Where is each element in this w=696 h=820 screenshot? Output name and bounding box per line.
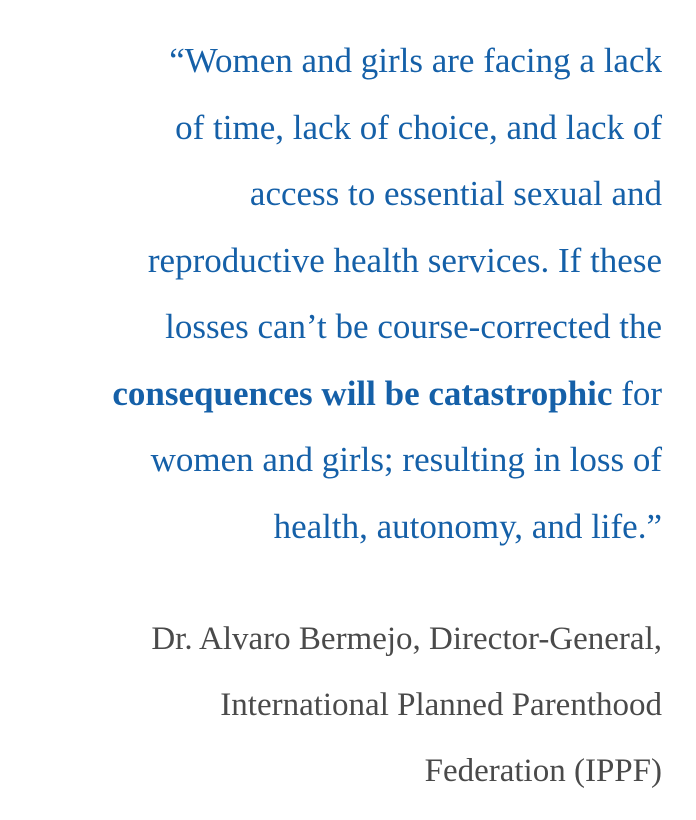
- attribution-line-1: Dr. Alvaro Bermejo, Director-General,: [151, 621, 662, 657]
- quote-line-2: of time, lack of choice, and lack of: [175, 107, 662, 147]
- quote-line-8: health, autonomy, and life.”: [273, 506, 662, 546]
- quote-line-7: women and girls; resulting in loss of: [150, 440, 662, 479]
- quote-attribution: [40, 606, 662, 804]
- quote-line-5: losses can’t be course-corrected the: [165, 307, 662, 346]
- quote-line-1: “Women and girls are facing a lack: [169, 41, 662, 80]
- quote-emphasis: consequences will be catastrophic: [112, 373, 613, 413]
- quote-line-6: [40, 361, 662, 428]
- attribution-line-3: Federation (IPPF): [424, 753, 662, 789]
- quote-line-3: access to essential sexual and: [249, 174, 662, 213]
- quote-line-4: reproductive health services. If these: [147, 240, 662, 280]
- quote-emphasis-rest: for: [612, 373, 662, 413]
- pull-quote: [40, 28, 662, 560]
- attribution-line-2: International Planned Parenthood: [220, 687, 662, 723]
